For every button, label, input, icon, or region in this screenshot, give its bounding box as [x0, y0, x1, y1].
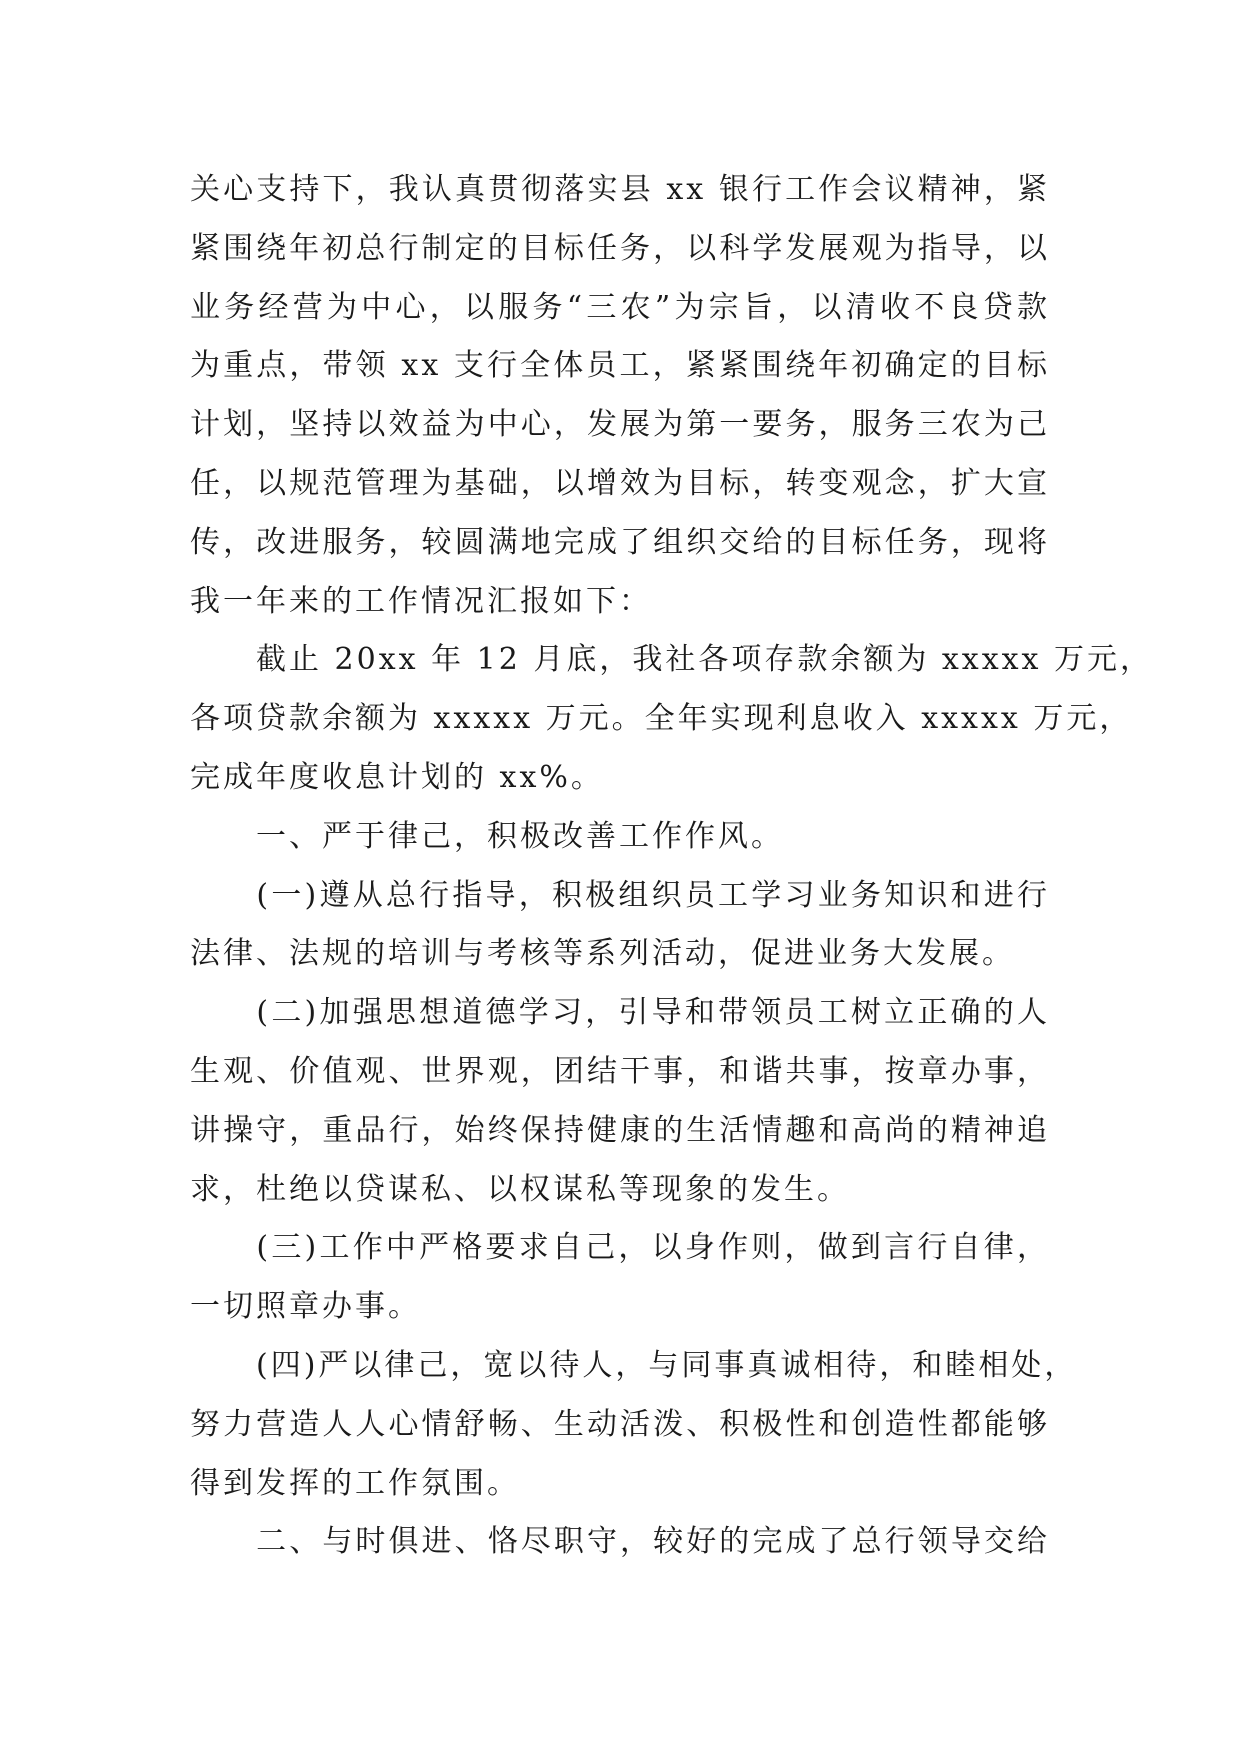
body-line: 关心支持下，我认真贯彻落实县 xx 银行工作会议精神，紧	[190, 172, 1050, 207]
body-line: 传，改进服务，较圆满地完成了组织交给的目标任务，现将	[190, 524, 1050, 560]
body-line: (三)工作中严格要求自己，以身作则，做到言行自律，	[190, 1230, 1050, 1266]
section-heading: 一、严于律己，积极改善工作作风。	[190, 818, 784, 854]
body-line: 任，以规范管理为基础，以增效为目标，转变观念，扩大宣	[190, 465, 1050, 501]
body-line: 法律、法规的培训与考核等系列活动，促进业务大发展。	[190, 936, 1015, 972]
body-line: (四)严以律己，宽以待人，与同事真诚相待，和睦相处，	[190, 1347, 1078, 1383]
body-line: 求，杜绝以贷谋私、以权谋私等现象的发生。	[190, 1171, 850, 1207]
body-line: 完成年度收息计划的 xx%。	[190, 759, 604, 795]
body-line: 一切照章办事。	[190, 1289, 421, 1325]
body-line: 业务经营为中心，以服务“三农”为宗旨，以清收不良贷款	[190, 289, 1050, 325]
body-line: 为重点，带领 xx 支行全体员工，紧紧围绕年初确定的目标	[190, 348, 1050, 384]
section-heading: 二、与时俱进、恪尽职守，较好的完成了总行领导交给	[190, 1524, 1050, 1560]
body-line: 计划，坚持以效益为中心，发展为第一要务，服务三农为己	[190, 407, 1050, 443]
document-body	[190, 161, 1153, 1572]
body-line: 紧围绕年初总行制定的目标任务，以科学发展观为指导，以	[190, 230, 1050, 266]
body-line: 各项贷款余额为 xxxxx 万元。全年实现利息收入 xxxxx 万元，	[190, 701, 1133, 737]
body-line: 得到发挥的工作氛围。	[190, 1465, 520, 1501]
body-line: (二)加强思想道德学习，引导和带领员工树立正确的人	[190, 995, 1050, 1031]
body-line: 我一年来的工作情况汇报如下：	[190, 583, 652, 619]
body-line: (一)遵从总行指导，积极组织员工学习业务知识和进行	[190, 877, 1050, 913]
body-line: 努力营造人人心情舒畅、生动活泼、积极性和创造性都能够	[190, 1406, 1050, 1442]
body-line: 讲操守，重品行，始终保持健康的生活情趣和高尚的精神追	[190, 1112, 1050, 1148]
body-line: 截止 20xx 年 12 月底，我社各项存款余额为 xxxxx 万元，	[190, 642, 1153, 678]
body-line: 生观、价值观、世界观，团结干事，和谐共事，按章办事，	[190, 1053, 1050, 1089]
